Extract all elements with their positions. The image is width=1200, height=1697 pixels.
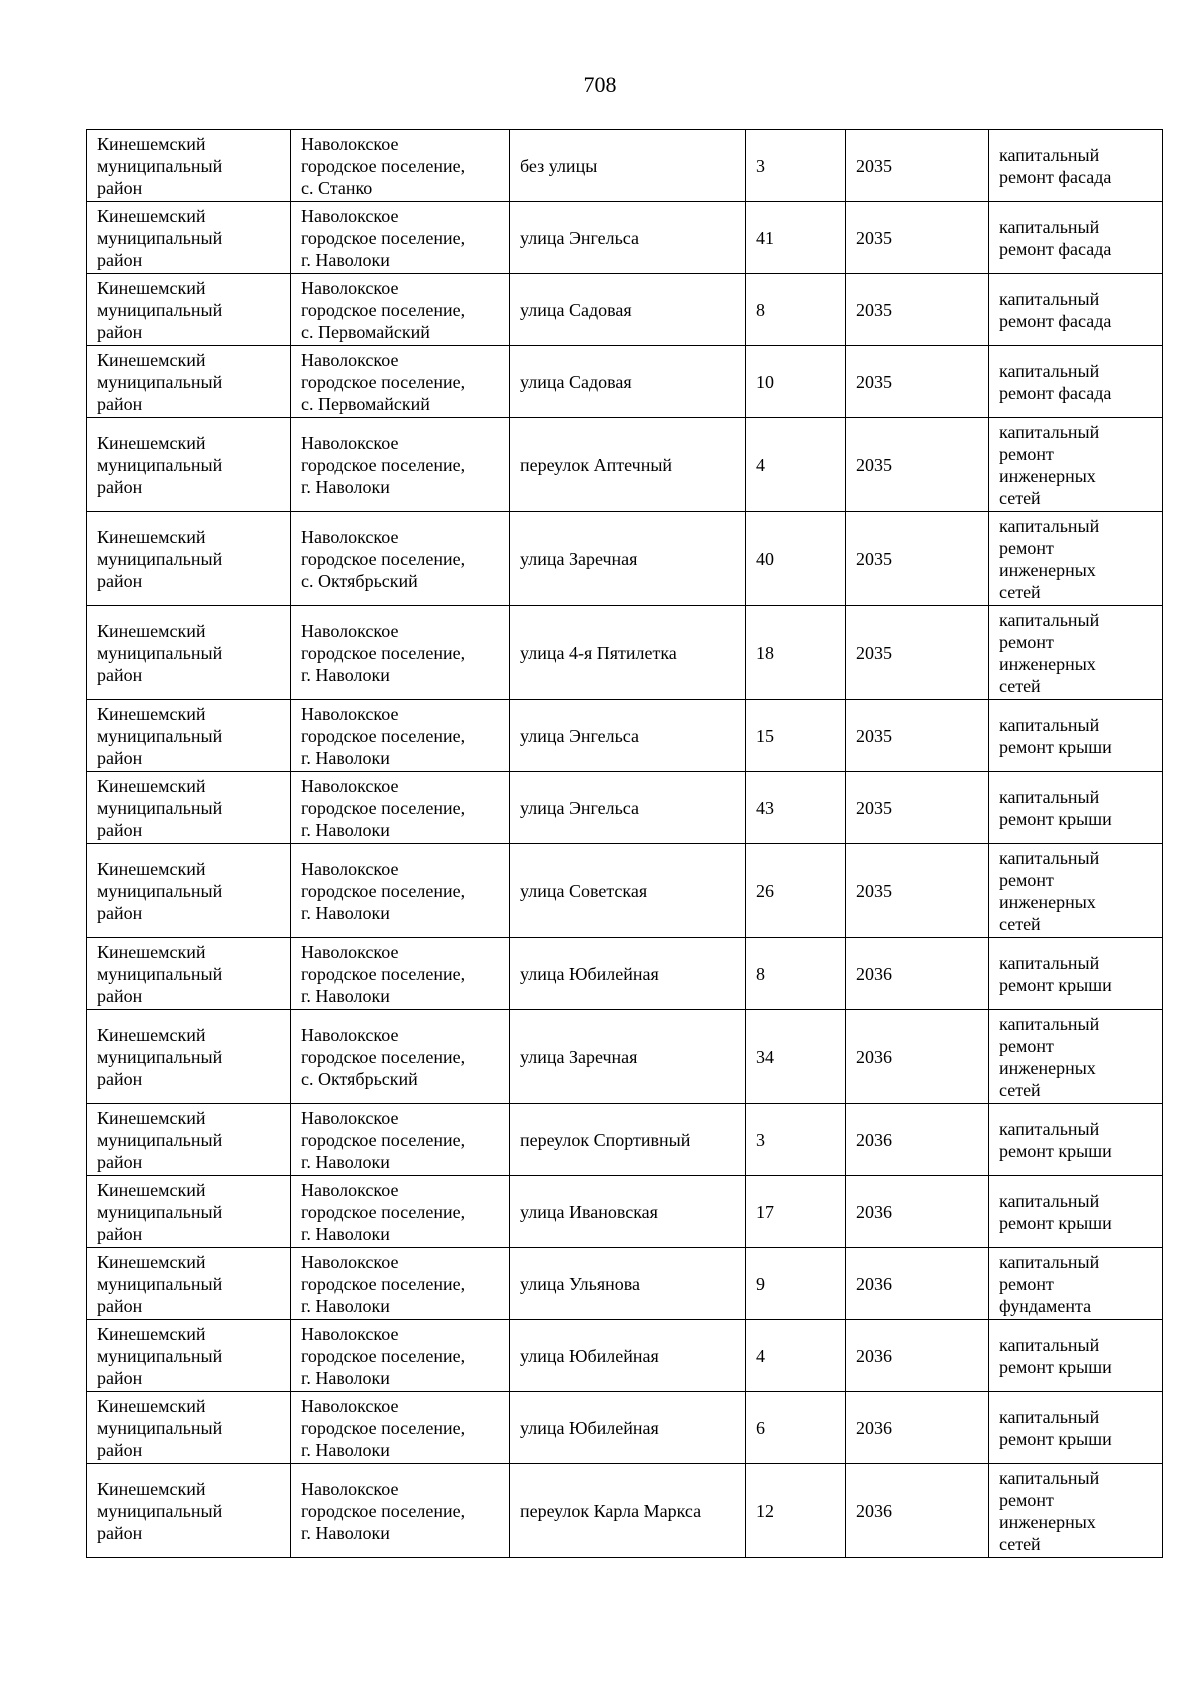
cell-settlement: Наволокское городское поселение, г. Наволоки xyxy=(291,1104,510,1176)
cell-work-type: капитальный ремонт инженерных сетей xyxy=(989,1010,1163,1104)
cell-settlement: Наволокское городское поселение, с. Октябрьский xyxy=(291,1010,510,1104)
cell-street: улица Заречная xyxy=(510,1010,746,1104)
cell-year: 2036 xyxy=(846,1104,989,1176)
cell-house-number: 41 xyxy=(746,202,846,274)
cell-work-type: капитальный ремонт фасада xyxy=(989,202,1163,274)
cell-settlement: Наволокское городское поселение, с. Первомайский xyxy=(291,274,510,346)
table-row xyxy=(87,1248,1163,1320)
cell-year: 2036 xyxy=(846,938,989,1010)
cell-district: Кинешемский муниципальный район xyxy=(87,938,291,1010)
cell-district: Кинешемский муниципальный район xyxy=(87,346,291,418)
cell-street: переулок Спортивный xyxy=(510,1104,746,1176)
table-row xyxy=(87,1010,1163,1104)
cell-street: улица Советская xyxy=(510,844,746,938)
cell-district: Кинешемский муниципальный район xyxy=(87,1176,291,1248)
table-row xyxy=(87,1320,1163,1392)
cell-work-type: капитальный ремонт крыши xyxy=(989,1392,1163,1464)
cell-street: без улицы xyxy=(510,130,746,202)
cell-street: переулок Аптечный xyxy=(510,418,746,512)
table-row xyxy=(87,202,1163,274)
cell-settlement: Наволокское городское поселение, г. Наволоки xyxy=(291,1320,510,1392)
table-row xyxy=(87,346,1163,418)
cell-year: 2036 xyxy=(846,1320,989,1392)
cell-work-type: капитальный ремонт инженерных сетей xyxy=(989,844,1163,938)
cell-district: Кинешемский муниципальный район xyxy=(87,606,291,700)
cell-settlement: Наволокское городское поселение, г. Наволоки xyxy=(291,938,510,1010)
cell-street: улица Заречная xyxy=(510,512,746,606)
table-body xyxy=(87,130,1163,1558)
cell-work-type: капитальный ремонт инженерных сетей xyxy=(989,1464,1163,1558)
cell-street: улица Энгельса xyxy=(510,772,746,844)
cell-year: 2035 xyxy=(846,274,989,346)
cell-house-number: 15 xyxy=(746,700,846,772)
cell-work-type: капитальный ремонт крыши xyxy=(989,700,1163,772)
cell-settlement: Наволокское городское поселение, г. Наволоки xyxy=(291,844,510,938)
cell-district: Кинешемский муниципальный район xyxy=(87,1010,291,1104)
cell-work-type: капитальный ремонт фундамента xyxy=(989,1248,1163,1320)
cell-year: 2035 xyxy=(846,844,989,938)
cell-year: 2035 xyxy=(846,418,989,512)
cell-settlement: Наволокское городское поселение, г. Наволоки xyxy=(291,772,510,844)
cell-year: 2035 xyxy=(846,700,989,772)
cell-year: 2035 xyxy=(846,606,989,700)
cell-work-type: капитальный ремонт инженерных сетей xyxy=(989,418,1163,512)
cell-house-number: 6 xyxy=(746,1392,846,1464)
cell-work-type: капитальный ремонт фасада xyxy=(989,130,1163,202)
cell-year: 2035 xyxy=(846,346,989,418)
cell-district: Кинешемский муниципальный район xyxy=(87,274,291,346)
table-row xyxy=(87,130,1163,202)
table-row xyxy=(87,844,1163,938)
cell-district: Кинешемский муниципальный район xyxy=(87,1392,291,1464)
cell-settlement: Наволокское городское поселение, г. Наволоки xyxy=(291,1464,510,1558)
cell-house-number: 40 xyxy=(746,512,846,606)
cell-house-number: 17 xyxy=(746,1176,846,1248)
cell-settlement: Наволокское городское поселение, г. Наволоки xyxy=(291,1248,510,1320)
table-row xyxy=(87,1176,1163,1248)
cell-district: Кинешемский муниципальный район xyxy=(87,130,291,202)
cell-street: улица Ульянова xyxy=(510,1248,746,1320)
cell-work-type: капитальный ремонт фасада xyxy=(989,346,1163,418)
cell-house-number: 43 xyxy=(746,772,846,844)
cell-street: переулок Карла Маркса xyxy=(510,1464,746,1558)
table-row xyxy=(87,1392,1163,1464)
cell-work-type: капитальный ремонт крыши xyxy=(989,772,1163,844)
cell-street: улица Юбилейная xyxy=(510,1392,746,1464)
cell-street: улица Ивановская xyxy=(510,1176,746,1248)
cell-district: Кинешемский муниципальный район xyxy=(87,700,291,772)
table-row xyxy=(87,772,1163,844)
cell-street: улица Энгельса xyxy=(510,700,746,772)
cell-work-type: капитальный ремонт крыши xyxy=(989,1104,1163,1176)
cell-settlement: Наволокское городское поселение, г. Наволоки xyxy=(291,202,510,274)
cell-house-number: 18 xyxy=(746,606,846,700)
table-row xyxy=(87,606,1163,700)
cell-house-number: 8 xyxy=(746,274,846,346)
cell-settlement: Наволокское городское поселение, с. Станко xyxy=(291,130,510,202)
cell-settlement: Наволокское городское поселение, г. Наволоки xyxy=(291,1176,510,1248)
repair-schedule-table xyxy=(86,129,1163,1558)
cell-house-number: 4 xyxy=(746,418,846,512)
cell-street: улица Юбилейная xyxy=(510,1320,746,1392)
cell-settlement: Наволокское городское поселение, г. Наволоки xyxy=(291,418,510,512)
table-row xyxy=(87,1104,1163,1176)
cell-house-number: 3 xyxy=(746,130,846,202)
cell-street: улица 4-я Пятилетка xyxy=(510,606,746,700)
cell-house-number: 4 xyxy=(746,1320,846,1392)
cell-year: 2035 xyxy=(846,512,989,606)
cell-settlement: Наволокское городское поселение, г. Наволоки xyxy=(291,1392,510,1464)
cell-year: 2035 xyxy=(846,772,989,844)
cell-work-type: капитальный ремонт инженерных сетей xyxy=(989,606,1163,700)
cell-house-number: 12 xyxy=(746,1464,846,1558)
cell-settlement: Наволокское городское поселение, с. Первомайский xyxy=(291,346,510,418)
cell-district: Кинешемский муниципальный район xyxy=(87,844,291,938)
cell-year: 2036 xyxy=(846,1392,989,1464)
cell-street: улица Энгельса xyxy=(510,202,746,274)
cell-year: 2036 xyxy=(846,1248,989,1320)
cell-year: 2036 xyxy=(846,1010,989,1104)
cell-year: 2035 xyxy=(846,130,989,202)
cell-district: Кинешемский муниципальный район xyxy=(87,202,291,274)
cell-district: Кинешемский муниципальный район xyxy=(87,1248,291,1320)
cell-house-number: 3 xyxy=(746,1104,846,1176)
cell-work-type: капитальный ремонт крыши xyxy=(989,938,1163,1010)
cell-district: Кинешемский муниципальный район xyxy=(87,1104,291,1176)
cell-work-type: капитальный ремонт крыши xyxy=(989,1176,1163,1248)
table-row xyxy=(87,512,1163,606)
cell-house-number: 34 xyxy=(746,1010,846,1104)
cell-district: Кинешемский муниципальный район xyxy=(87,418,291,512)
cell-year: 2035 xyxy=(846,202,989,274)
table-row xyxy=(87,274,1163,346)
cell-district: Кинешемский муниципальный район xyxy=(87,1320,291,1392)
cell-street: улица Юбилейная xyxy=(510,938,746,1010)
cell-district: Кинешемский муниципальный район xyxy=(87,512,291,606)
table-row xyxy=(87,938,1163,1010)
cell-settlement: Наволокское городское поселение, с. Октябрьский xyxy=(291,512,510,606)
cell-work-type: капитальный ремонт фасада xyxy=(989,274,1163,346)
cell-house-number: 26 xyxy=(746,844,846,938)
page-number: 708 xyxy=(583,72,617,97)
cell-settlement: Наволокское городское поселение, г. Наволоки xyxy=(291,700,510,772)
cell-street: улица Садовая xyxy=(510,274,746,346)
table-row xyxy=(87,418,1163,512)
cell-house-number: 8 xyxy=(746,938,846,1010)
table-row xyxy=(87,1464,1163,1558)
cell-district: Кинешемский муниципальный район xyxy=(87,1464,291,1558)
cell-year: 2036 xyxy=(846,1464,989,1558)
cell-house-number: 10 xyxy=(746,346,846,418)
cell-settlement: Наволокское городское поселение, г. Наволоки xyxy=(291,606,510,700)
table-row xyxy=(87,700,1163,772)
cell-district: Кинешемский муниципальный район xyxy=(87,772,291,844)
cell-work-type: капитальный ремонт крыши xyxy=(989,1320,1163,1392)
cell-year: 2036 xyxy=(846,1176,989,1248)
cell-street: улица Садовая xyxy=(510,346,746,418)
cell-house-number: 9 xyxy=(746,1248,846,1320)
cell-work-type: капитальный ремонт инженерных сетей xyxy=(989,512,1163,606)
